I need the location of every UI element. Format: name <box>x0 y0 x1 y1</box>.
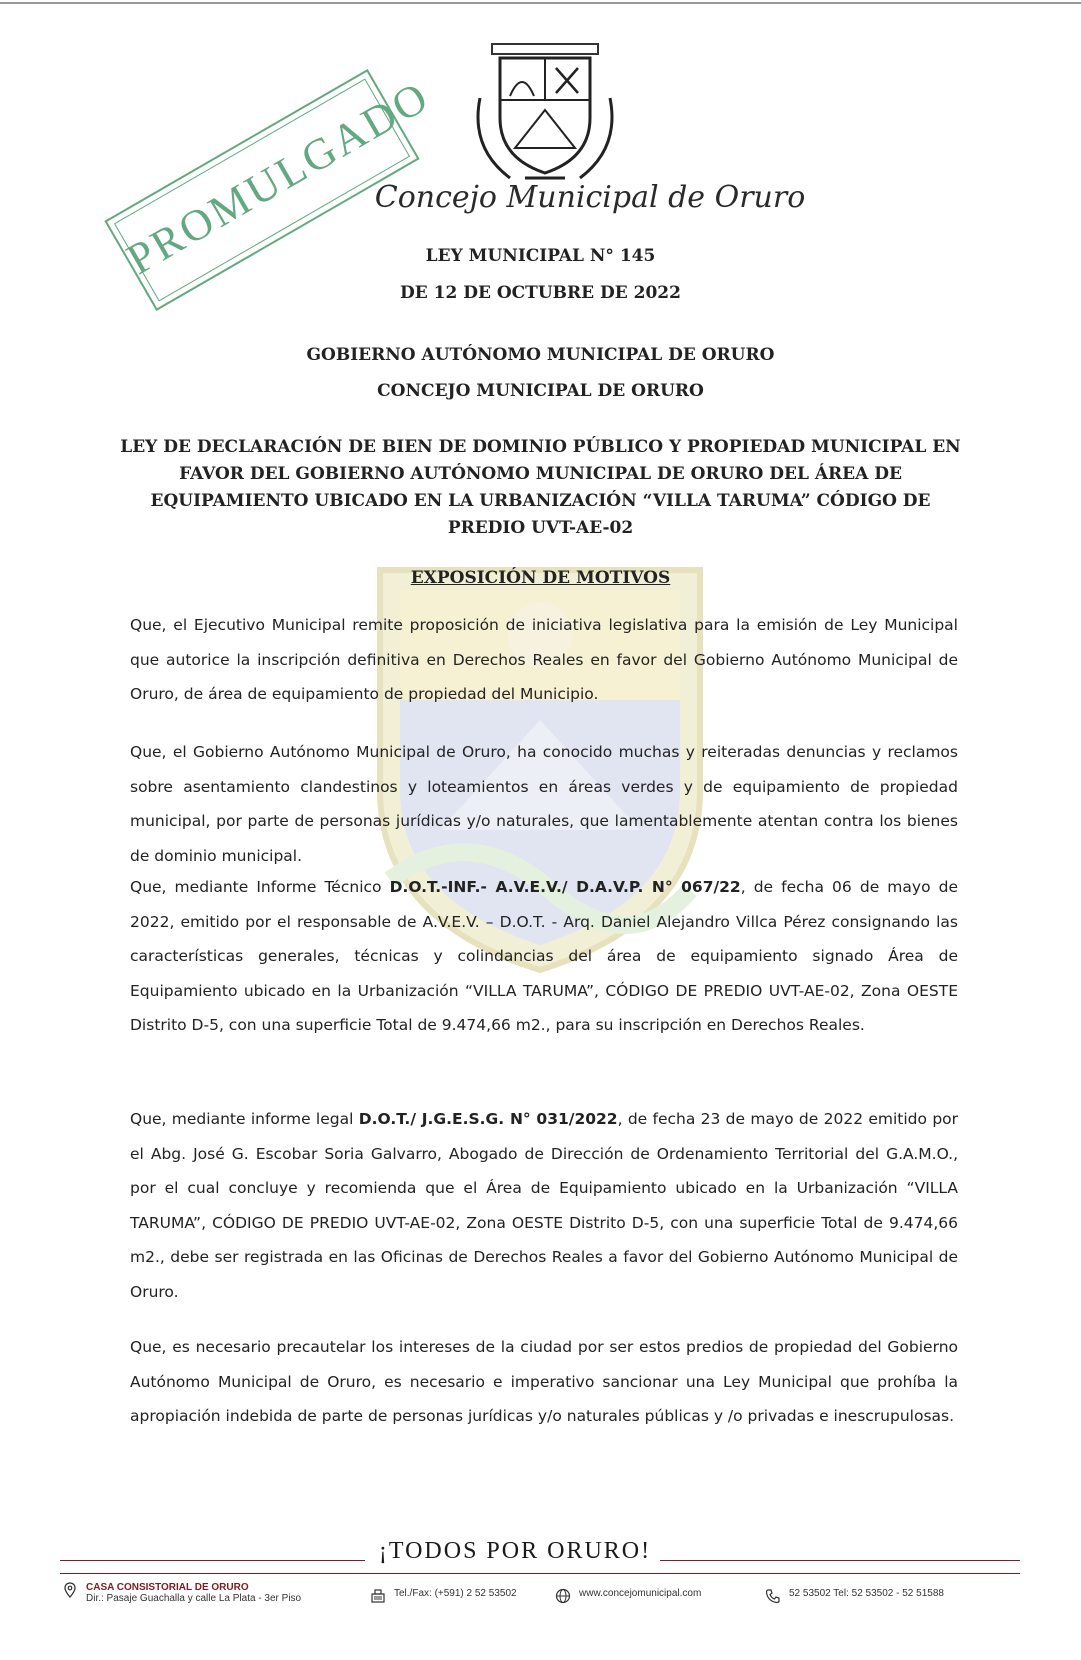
footer-website[interactable] <box>555 1588 701 1604</box>
legal-report-ref: D.O.T./ J.G.E.S.G. N° 031/2022 <box>358 1110 618 1128</box>
page-top-border <box>0 2 1081 4</box>
telfax-text: Tel./Fax: (+591) 2 52 53502 <box>394 1588 517 1599</box>
law-number: LEY MUNICIPAL N° 145 <box>425 246 656 266</box>
phones-text: 52 53502 Tel: 52 53502 - 52 51588 <box>789 1588 944 1599</box>
technical-report-ref: D.O.T.-INF.- A.V.E.V./ D.A.V.P. N° 067/22 <box>389 878 741 896</box>
address-title: CASA CONSISTORIAL DE ORURO <box>86 1582 249 1593</box>
paragraph-4-intro: Que, mediante informe legal <box>130 1110 359 1128</box>
paragraph-3-rest: , de fecha 06 de mayo de 2022, emitido por el responsable de A.V.E.V. – D.O.T. - Arq. Daniel Alejandro Villca Pérez consignando las características generales, técnicas y colindancias del área de equipamiento signado Área de Equipamiento ubicado en la Urbanización “VILLA TARUMA”, CÓDIGO DE PREDIO UVT-AE-02, Zona OESTE Distrito D-5, con una superficie Total de 9.474,66 m2., para su inscripción en Derechos Reales. <box>130 878 958 1034</box>
government-name: GOBIERNO AUTÓNOMO MUNICIPAL DE ORURO <box>306 345 775 365</box>
address-text: Dir.: Pasaje Guachalla y calle La Plata - 3er Piso <box>86 1593 302 1604</box>
footer-rule <box>60 1573 1020 1574</box>
paragraph-5: Que, es necesario precautelar los intereses de la ciudad por ser estos predios de propiedad del Gobierno Autónomo Municipal de Oruro, es necesario e imperativo sancionar una Ley Municipal que prohíba la apropiación indebida de parte de personas jurídicas y/o naturales públicas y /o privadas e inescrupulosas. <box>130 1338 958 1425</box>
paragraph-3 <box>130 870 958 1043</box>
globe-icon <box>555 1588 571 1604</box>
motto-rule-left <box>60 1560 365 1561</box>
section-heading: EXPOSICIÓN DE MOTIVOS <box>410 568 671 588</box>
paragraph-2: Que, el Gobierno Autónomo Municipal de Oruro, ha conocido muchas y reiteradas denuncias y reclamos sobre asentamiento clandestinos y loteamientos en áreas verdes y de equipamiento de propiedad municipal, por parte de personas jurídicas y/o naturales, que lamentablemente atentan contra los bienes de dominio municipal. <box>130 743 958 865</box>
council-heading: CONCEJO MUNICIPAL DE ORURO <box>377 381 704 401</box>
council-name: Concejo Municipal de Oruro <box>374 180 806 215</box>
footer-telfax <box>370 1588 517 1604</box>
address-block <box>86 1582 301 1604</box>
law-title: LEY DE DECLARACIÓN DE BIEN DE DOMINIO PÚBLICO Y PROPIEDAD MUNICIPAL EN FAVOR DEL GOBIERNO AUTÓNOMO MUNICIPAL DE ORURO DEL ÁREA DE EQUIPAMIENTO UBICADO EN LA URBANIZACIÓN “VILLA TARUMA” CÓDIGO DE PREDIO UVT-AE-02 <box>120 437 961 538</box>
law-date: DE 12 DE OCTUBRE DE 2022 <box>400 283 681 303</box>
stamp-inner-border <box>114 79 410 302</box>
fax-icon <box>370 1588 386 1604</box>
location-pin-icon <box>62 1582 78 1598</box>
paragraph-4 <box>130 1102 958 1309</box>
footer-motto: ¡TODOS POR ORURO! <box>378 1538 652 1564</box>
paragraph-4-rest: , de fecha 23 de mayo de 2022 emitido por el Abg. José G. Escobar Soria Galvarro, Abogado de Dirección de Ordenamiento Territorial del G.A.M.O., por el cual concluye y recomienda que el Área de Equipamiento ubicado en la Urbanización “VILLA TARUMA”, CÓDIGO DE PREDIO UVT-AE-02, Zona OESTE Distrito D-5, con una superficie Total de 9.474,66 m2., debe ser registrada en las Oficinas de Derechos Reales a favor del Gobierno Autónomo Municipal de Oruro. <box>130 1110 959 1301</box>
paragraph-1: Que, el Ejecutivo Municipal remite proposición de iniciativa legislativa para la emisión de Ley Municipal que autorice la inscripción definitiva en Derechos Reales en favor del Gobierno Autónomo Municipal de Oruro, de área de equipamiento de propiedad del Municipio. <box>130 616 958 703</box>
paragraph-3-intro: Que, mediante Informe Técnico <box>130 878 390 896</box>
motto-rule-right <box>660 1560 1020 1561</box>
footer-phones <box>765 1588 944 1604</box>
stamp-text: PROMULGADO <box>118 71 438 285</box>
website-link[interactable]: www.concejomunicipal.com <box>579 1588 702 1599</box>
municipal-crest-logo <box>470 38 620 188</box>
footer-address <box>62 1582 301 1604</box>
phone-icon <box>765 1588 781 1604</box>
footer <box>0 1582 1081 1622</box>
